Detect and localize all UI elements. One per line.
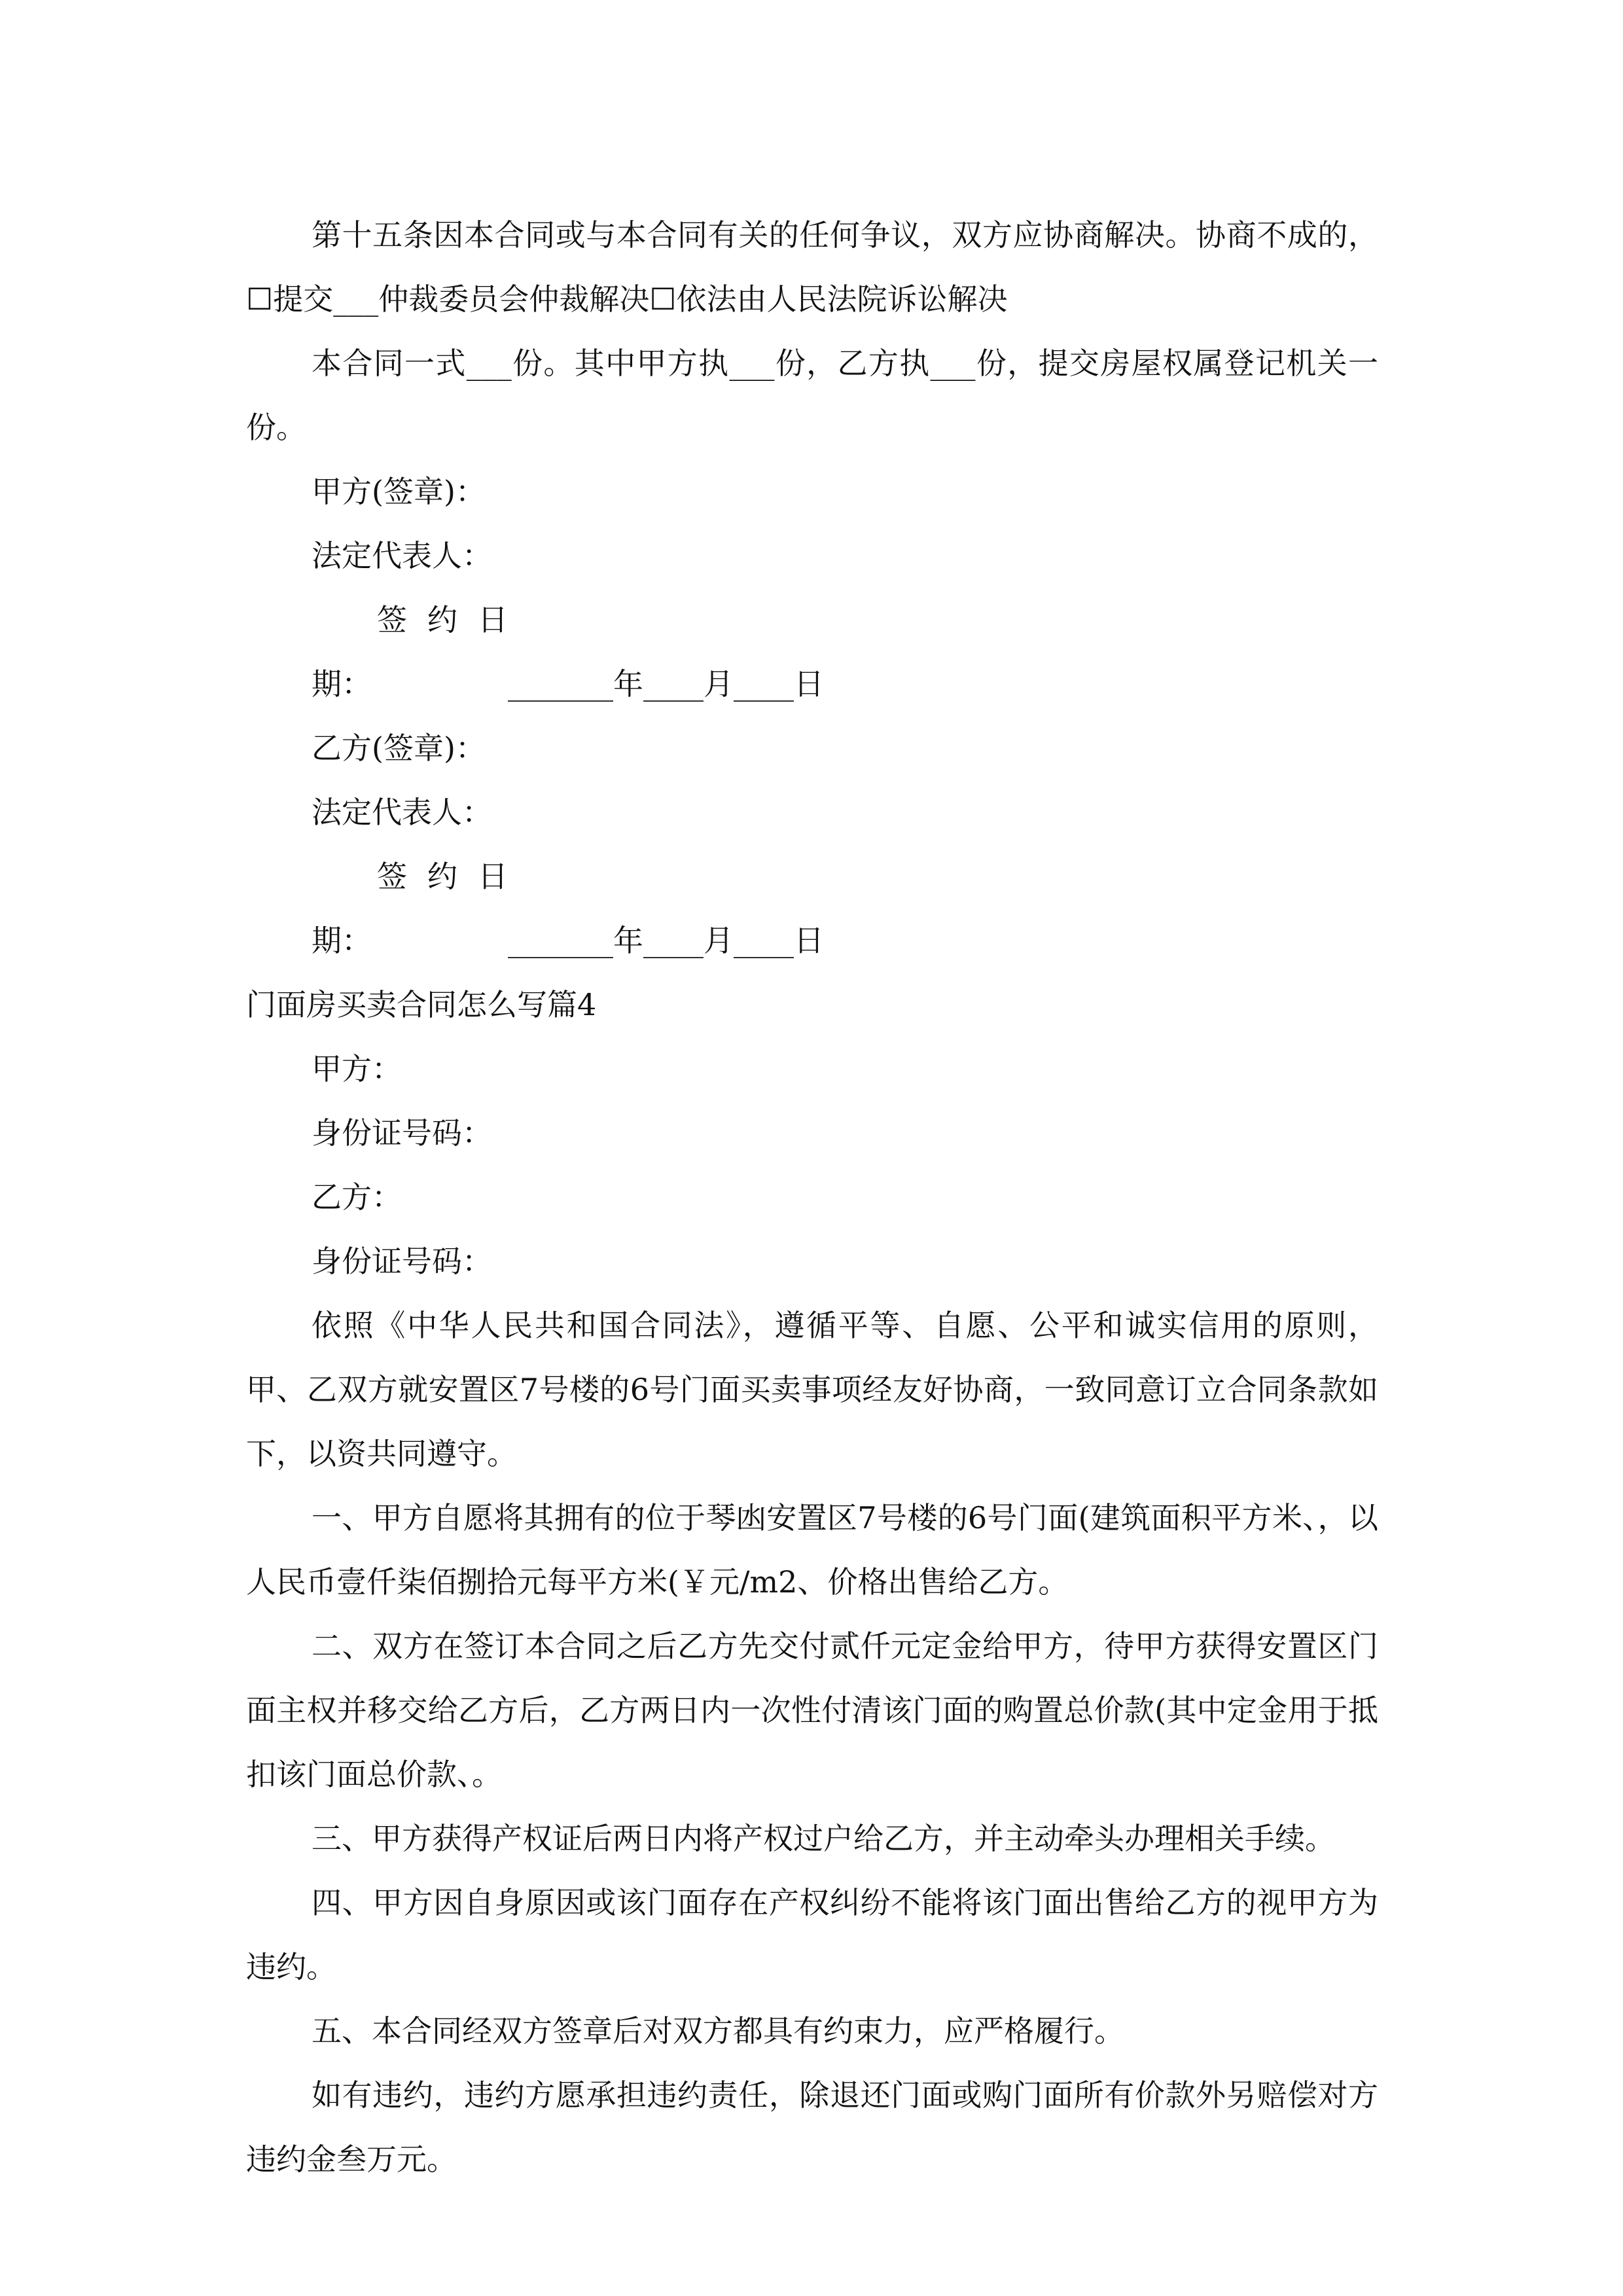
party-a-signature-line: 甲方(签章)： [312,474,486,509]
clause-5: 五、本合同经双方签章后对双方都具有约束力，应严格履行。 [312,2013,1124,2049]
date-blank: _______年____月____日 [508,923,824,958]
party-b-date-line [246,844,1378,973]
party-a-representative-line: 法定代表人： [312,538,492,573]
party-a-id-line: 身份证号码： [312,1115,492,1151]
party-a-line: 甲方： [312,1051,402,1086]
section15-paragraph: 第十五条因本合同或与本合同有关的任何争议，双方应协商解决。协商不成的，☐提交___仲裁委员会仲裁解决☐依法由人民法院诉讼解决 [246,217,1378,317]
breach-paragraph: 如有违约，违约方愿承担违约责任，除退还门面或购门面所有价款外另赔偿对方违约金叁万元。 [246,2077,1378,2177]
party-b-signature-line: 乙方(签章)： [312,730,486,766]
preamble-paragraph: 依照《中华人民共和国合同法》，遵循平等、自愿、公平和诚实信用的原则，甲、乙双方就安置区7号楼的6号门面买卖事项经友好协商，一致同意订立合同条款如下，以资共同遵守。 [246,1308,1378,1471]
clause-3: 三、甲方获得产权证后两日内将产权过户给乙方，并主动牵头办理相关手续。 [312,1821,1335,1856]
document-body [246,203,1378,2191]
party-b-line: 乙方： [312,1179,402,1215]
clause-1: 一、甲方自愿将其拥有的位于琴凼安置区7号楼的6号门面(建筑面积平方米、，以人民币壹仟柒佰捌拾元每平方米(￥元/m2、价格出售给乙方。 [246,1500,1378,1600]
party-a-date-line [246,588,1378,716]
chapter-title: 门面房买卖合同怎么写篇4 [246,987,597,1022]
date-blank: _______年____月____日 [508,666,824,702]
clause-2: 二、双方在签订本合同之后乙方先交付贰仟元定金给甲方，待甲方获得安置区门面主权并移交给乙方后，乙方两日内一次性付清该门面的购置总价款(其中定金用于抵扣该门面总价款、。 [246,1628,1378,1792]
copies-paragraph: 本合同一式___份。其中甲方执___份，乙方执___份，提交房屋权属登记机关一份。 [246,346,1378,445]
party-b-id-line: 身份证号码： [312,1244,492,1279]
date-label: 签约日期： [312,859,508,958]
clause-4: 四、甲方因自身原因或该门面存在产权纠纷不能将该门面出售给乙方的视甲方为违约。 [246,1885,1378,1984]
party-b-representative-line: 法定代表人： [312,795,492,830]
date-label: 签约日期： [312,602,508,702]
